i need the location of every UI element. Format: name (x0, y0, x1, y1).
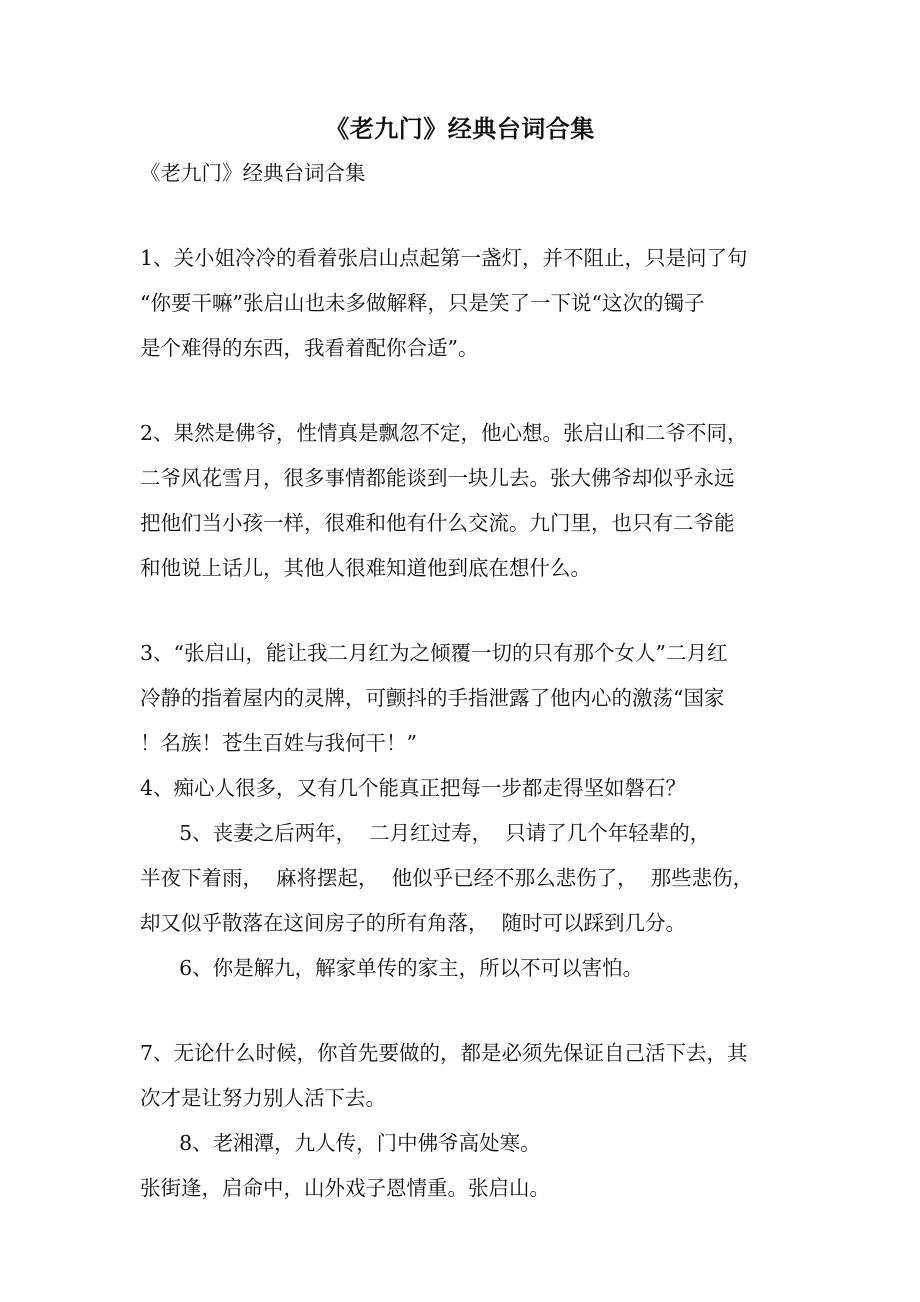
text-line: 6、你是解九，解家单传的家主，所以不可以害怕。 (140, 956, 644, 980)
text-line: 二爷风花雪月，很多事情都能谈到一块儿去。张大佛爷却似乎永远 (140, 466, 735, 490)
text-line: 次才是让努力别人活下去。 (140, 1086, 386, 1110)
text-line: 2、果然是佛爷，性情真是飘忽不定，他心想。张启山和二爷不同， (140, 421, 748, 445)
text-line: 1、关小姐冷冷的看着张启山点起第一盏灯，并不阻止，只是问了句 (140, 246, 748, 270)
text-line: 4、痴心人很多，又有几个能真正把每一步都走得坚如磐石？ (140, 776, 687, 800)
document-subtitle: 《老九门》经典台词合集 (140, 161, 366, 185)
text-line: ！名族！苍生百姓与我何干！” (140, 731, 417, 755)
text-line: 3、“张启山，能让我二月红为之倾覆一切的只有那个女人”二月红 (140, 641, 728, 665)
text-line: 和他说上话儿，其他人很难知道他到底在想什么。 (140, 556, 591, 580)
text-line: 7、无论什么时候，你首先要做的，都是必须先保证自己活下去，其 (140, 1041, 748, 1065)
text-line: 冷静的指着屋内的灵牌，可颤抖的手指泄露了他内心的激荡“国家 (140, 686, 725, 710)
text-line: 把他们当小孩一样，很难和他有什么交流。九门里，也只有二爷能 (140, 511, 735, 535)
text-line: 是个难得的东西，我看着配你合适”。 (140, 336, 479, 360)
document-title: 《老九门》经典台词合集 (325, 114, 595, 143)
text-line: 张街逢，启命中，山外戏子恩情重。张启山。 (140, 1176, 550, 1200)
text-line: 半夜下着雨， 麻将摆起， 他似乎已经不那么悲伤了， 那些悲伤， (140, 866, 754, 890)
text-line: 5、丧妻之后两年， 二月红过寿， 只请了几个年轻辈的， (140, 821, 711, 845)
text-line: 8、老湘潭，九人传，门中佛爷高处寒。 (140, 1131, 541, 1155)
text-line: “你要干嘛”张启山也未多做解释，只是笑了一下说“这次的镯子 (140, 291, 705, 315)
text-line: 却又似乎散落在这间房子的所有角落， 随时可以踩到几分。 (140, 911, 687, 935)
